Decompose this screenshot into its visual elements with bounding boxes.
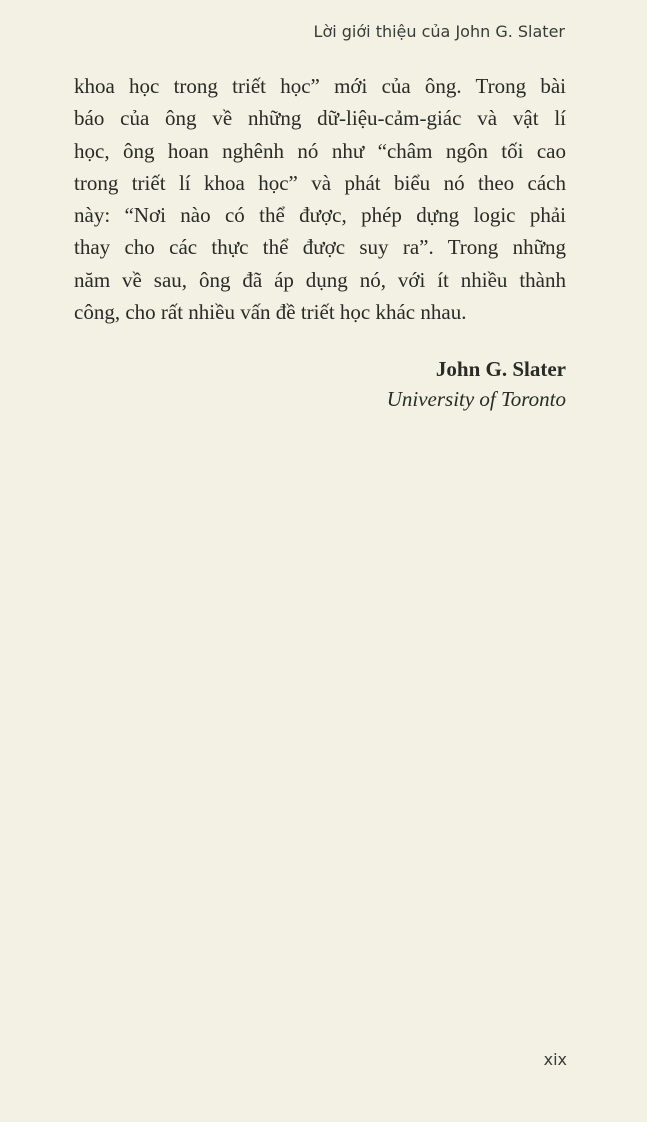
paragraph-line: năm về sau, ông đã áp dụng nó, với ít nhiều thành — [74, 267, 566, 292]
running-header: Lời giới thiệu của John G. Slater — [313, 22, 565, 41]
author-name: John G. Slater — [435, 357, 566, 381]
paragraph-line: học, ông hoan nghênh nó như “châm ngôn tối cao — [74, 138, 566, 163]
body-paragraph — [74, 70, 566, 328]
paragraph-line: trong triết lí khoa học” và phát biểu nó theo cách — [74, 170, 566, 195]
paragraph-line: khoa học trong triết học” mới của ông. Trong bài — [74, 74, 566, 98]
signature-block — [387, 354, 566, 414]
author-affiliation: University of Toronto — [386, 387, 566, 411]
page-number: xix — [543, 1050, 567, 1069]
paragraph-line: này: “Nơi nào có thể được, phép dựng logic phải — [74, 203, 566, 228]
paragraph-line: báo của ông về những dữ-liệu-cảm-giác và vật lí — [74, 106, 566, 131]
paragraph-line: công, cho rất nhiều vấn đề triết học khác nhau. — [74, 300, 467, 325]
paragraph-line: thay cho các thực thể được suy ra”. Trong những — [74, 235, 566, 260]
